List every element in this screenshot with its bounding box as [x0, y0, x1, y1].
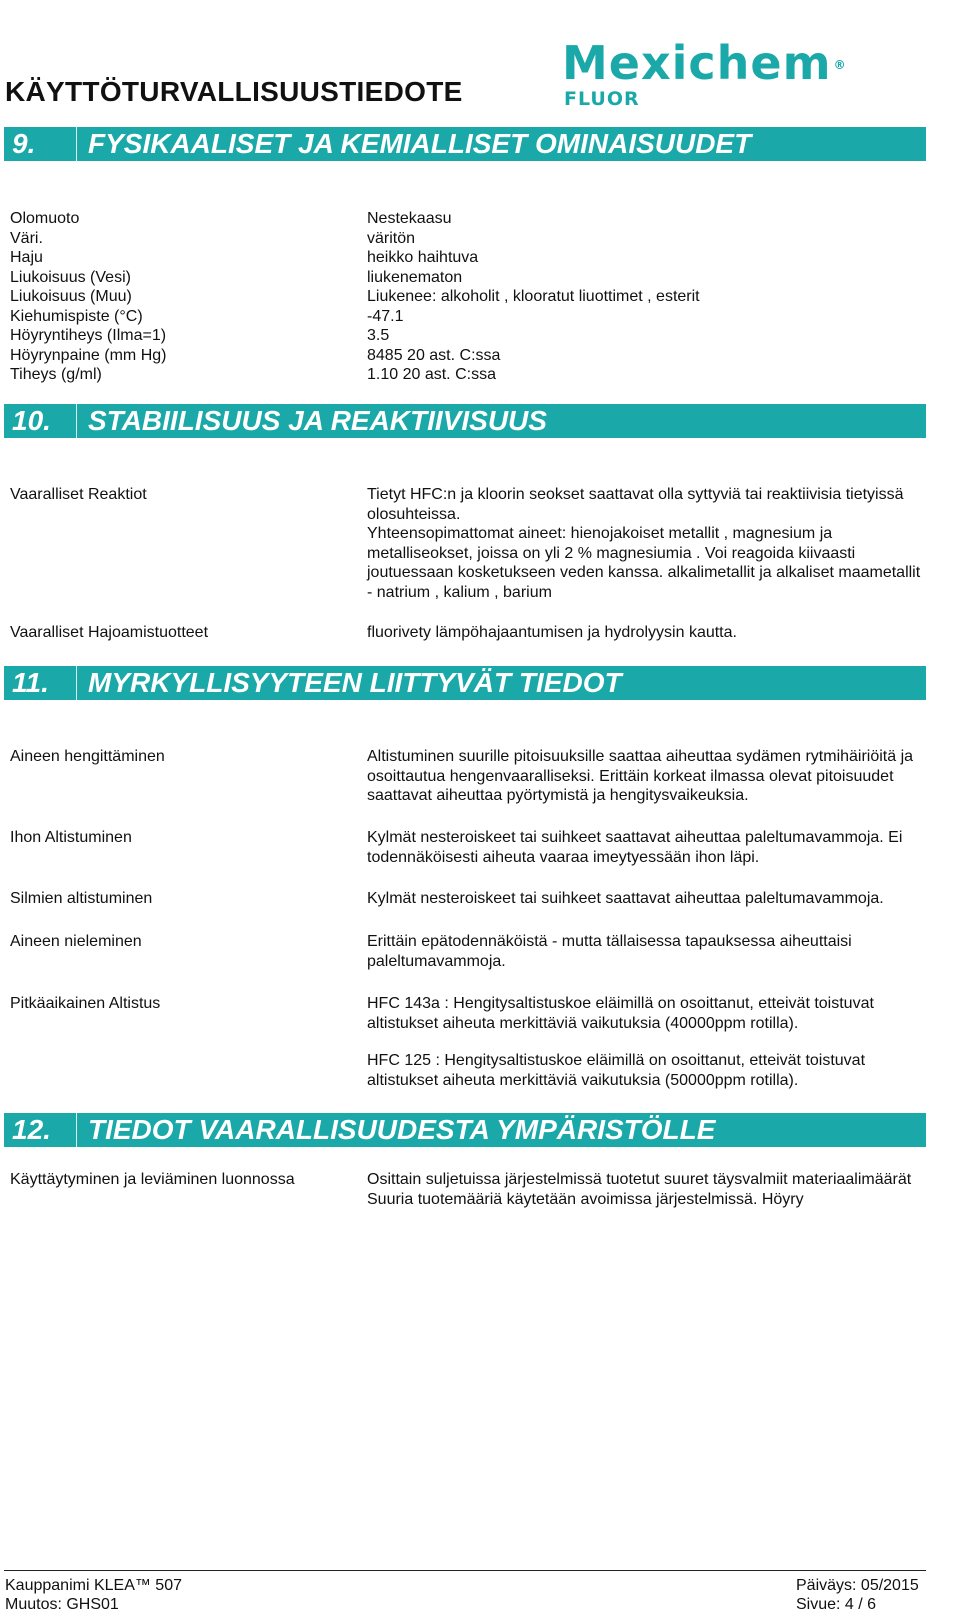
section-number: 10.: [12, 404, 77, 438]
document-title: KÄYTTÖTURVALLISUUSTIEDOTE: [5, 76, 463, 107]
property-label: Kiehumispiste (°C): [10, 307, 143, 325]
property-label: Väri.: [10, 229, 43, 247]
product-name: Kauppanimi KLEA™ 507: [5, 1577, 182, 1594]
property-label: Liukoisuus (Muu): [10, 288, 132, 305]
revision-code: Muutos: GHS01: [5, 1596, 119, 1613]
item-value: HFC 125 : Hengitysaltistuskoe eläimillä on osoittanut, etteivät toistuvat altistukset aiheuta merkittäviä vaikutuksia (50000ppm rotilla).: [367, 1052, 866, 1089]
property-row: [10, 346, 930, 366]
property-row: [10, 326, 930, 346]
property-row: [10, 248, 930, 268]
footer-right: [796, 1576, 919, 1614]
section-title: FYSIKAALISET JA KEMIALLISET OMINAISUUDET: [88, 128, 752, 159]
property-label: Haju: [10, 249, 43, 266]
item-value: HFC 143a : Hengitysaltistuskoe eläimillä on osoittanut, etteivät toistuvat altistukset aiheuta merkittäviä vaikutuksia (40000ppm rotilla).: [367, 995, 874, 1032]
property-label: Höyrynpaine (mm Hg): [10, 346, 167, 364]
document-date: Päiväys: 05/2015: [796, 1577, 919, 1594]
property-row: [10, 229, 930, 249]
item-label: Aineen hengittäminen: [10, 748, 165, 765]
mexichem-logo: [562, 38, 922, 110]
property-value: Nestekaasu: [367, 210, 452, 227]
item-value: Altistuminen suurille pitoisuuksille saattaa aiheuttaa sydämen rytmihäiriöitä ja osoittautua hengenvaaralliseksi. Erittäin korkeat ilmassa olevat pitoisuudet saattavat aiheuttaa pyörtymistä ja hengitysvaikeuksia.: [367, 748, 914, 804]
item-value: fluorivety lämpöhajaantumisen ja hydrolyysin kautta.: [367, 624, 737, 641]
footer-divider: [4, 1570, 926, 1571]
registered-mark: ®: [833, 58, 847, 72]
property-value: heikko haihtuva: [367, 249, 479, 266]
page-number: Sivue: 4 / 6: [796, 1596, 877, 1613]
item-label: Käyttäytyminen ja leviäminen luonnossa: [10, 1171, 295, 1188]
property-value: Liukenee: alkoholit , klooratut liuottimet , esterit: [367, 288, 700, 305]
logo-subtitle: FLUOR: [564, 88, 640, 110]
property-label: Liukoisuus (Vesi): [10, 268, 131, 286]
property-row: [10, 209, 930, 229]
section-title: STABIILISUUS JA REAKTIIVISUUS: [88, 405, 547, 436]
property-value: 3.5: [367, 327, 390, 344]
item-label: Pitkäaikainen Altistus: [10, 995, 161, 1012]
physical-properties-table: [10, 209, 930, 385]
item-value: Kylmät nesteroiskeet tai suihkeet saattavat aiheuttaa paleltumavammoja.: [367, 890, 884, 907]
item-value: Osittain suljetuissa järjestelmissä tuotetut suuret täysvalmiit materiaalimäärät Suuria tuotemääriä käytetään avoimissa järjestelmissä. Höyry: [367, 1171, 912, 1208]
property-label: Höyryntiheys (Ilma=1): [10, 327, 167, 344]
property-value: 1.10 20 ast. C:ssa: [367, 366, 496, 383]
property-row: [10, 365, 930, 385]
section-9-header: [4, 127, 926, 161]
section-11-header: [4, 666, 926, 700]
section-12-header: [4, 1113, 926, 1147]
item-label: Aineen nieleminen: [10, 933, 142, 950]
property-label: Olomuoto: [10, 210, 80, 227]
section-number: 11.: [12, 666, 77, 700]
item-label: Vaaralliset Reaktiot: [10, 486, 147, 503]
property-value: -47.1: [367, 307, 404, 325]
property-value: väritön: [367, 229, 416, 247]
property-row: [10, 287, 930, 307]
section-title: MYRKYLLISYYTEEN LIITTYVÄT TIEDOT: [88, 667, 622, 698]
section-10-header: [4, 404, 926, 438]
section-number: 12.: [12, 1113, 77, 1147]
logo-wordmark: Mexichem: [562, 36, 832, 90]
section-title: TIEDOT VAARALLISUUDESTA YMPÄRISTÖLLE: [88, 1114, 716, 1145]
property-value: 8485 20 ast. C:ssa: [367, 346, 501, 364]
item-value: Kylmät nesteroiskeet tai suihkeet saattavat aiheuttaa paleltumavammoja. Ei todennäköisesti aiheuta vaaraa imeytyessään ihon läpi.: [367, 829, 903, 866]
property-value: liukenematon: [367, 268, 463, 286]
item-label: Vaaralliset Hajoamistuotteet: [10, 624, 209, 641]
property-label: Tiheys (g/ml): [10, 366, 102, 383]
item-value: Erittäin epätodennäköistä - mutta tällaisessa tapauksessa aiheuttaisi paleltumavammoja.: [367, 933, 852, 970]
item-label: Ihon Altistuminen: [10, 829, 132, 846]
item-label: Silmien altistuminen: [10, 890, 153, 907]
property-row: [10, 307, 930, 327]
section-number: 9.: [12, 127, 77, 161]
item-value: Tietyt HFC:n ja kloorin seokset saattavat olla syttyviä tai reaktiivisia tietyissä olosuhteissa. Yhteensopimattomat aineet: hienojakoiset metallit , magnesium ja metalliseokset, joissa on yli 2 % magnesiumia . Voi reagoida kiivaasti joutuessaan kosketukseen veden kanssa. alkalimetallit ja alkaliset maametallit - natrium , kalium , barium: [367, 486, 921, 601]
footer-left: [5, 1576, 182, 1614]
property-row: [10, 268, 930, 288]
